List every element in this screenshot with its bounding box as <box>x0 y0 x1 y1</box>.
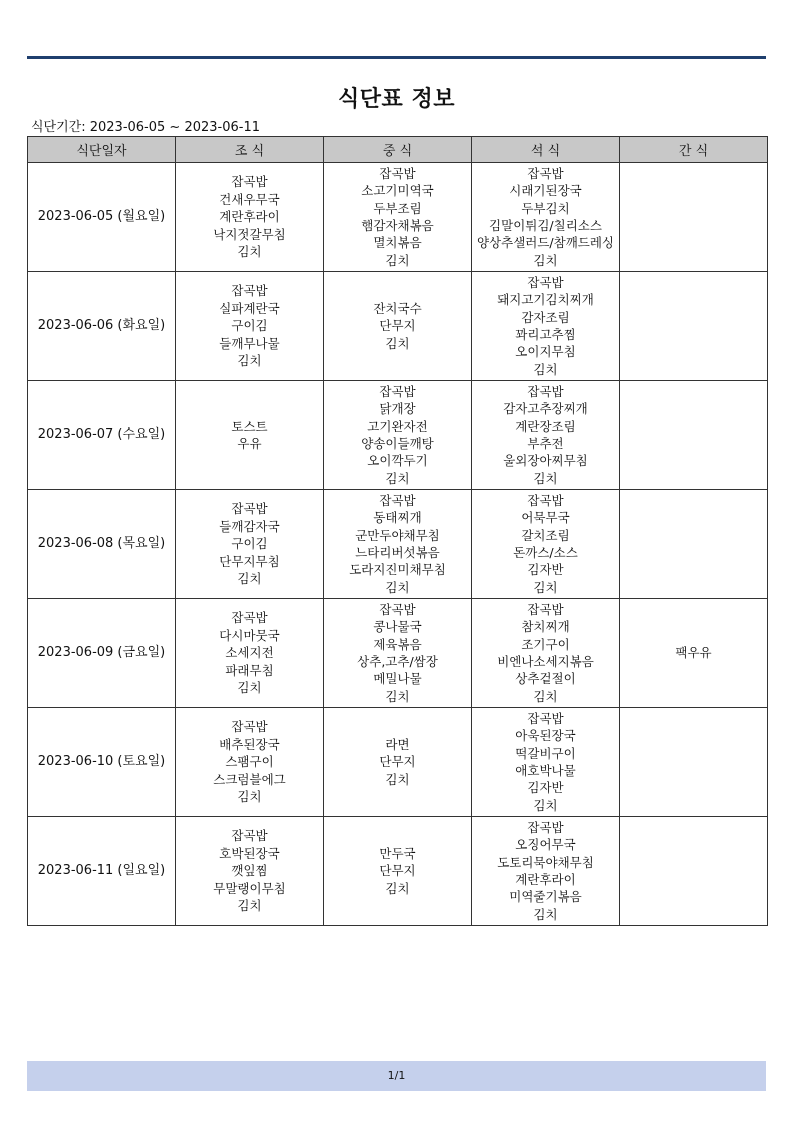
table-body <box>28 163 768 926</box>
table-row <box>28 599 768 708</box>
menu-item: 감자고추장찌개 <box>503 401 588 417</box>
menu-item: 김치 <box>533 906 558 922</box>
menu-item: 잡곡밥 <box>231 828 268 844</box>
menu-item: 잡곡밥 <box>527 383 564 399</box>
menu-item: 잡곡밥 <box>231 719 268 735</box>
menu-item: 미역줄기볶음 <box>509 889 582 905</box>
menu-item: 계란장조림 <box>515 418 576 434</box>
menu-item: 돈까스/소스 <box>513 545 578 560</box>
menu-item: 스크럼블에그 <box>213 771 286 787</box>
menu-item: 낙지젓갈무침 <box>213 226 286 242</box>
menu-item: 김치 <box>385 335 410 351</box>
menu-item: 김자반 <box>527 562 564 578</box>
table-row <box>28 381 768 490</box>
cell-date: 2023-06-06 (화요일) <box>28 272 176 381</box>
cell-lunch <box>324 272 472 381</box>
menu-item: 비엔나소세지볶음 <box>497 654 594 669</box>
cell-breakfast <box>176 708 324 817</box>
menu-item: 호박된장국 <box>219 845 280 861</box>
cell-breakfast <box>176 599 324 708</box>
cell-breakfast <box>176 817 324 926</box>
menu-item: 동태찌개 <box>373 510 422 526</box>
menu-item: 상추겉절이 <box>515 671 576 687</box>
menu-item: 소고기미역국 <box>361 183 434 199</box>
menu-item: 양송이들깨탕 <box>361 436 434 451</box>
menu-item: 콩나물국 <box>373 619 422 635</box>
cell-date: 2023-06-09 (금요일) <box>28 599 176 708</box>
cell-breakfast <box>176 381 324 490</box>
cell-snack <box>620 163 768 272</box>
menu-item: 두부조림 <box>373 200 422 216</box>
menu-item: 김치 <box>385 880 410 896</box>
menu-item: 건새우무국 <box>219 191 280 207</box>
menu-item: 애호박나물 <box>515 763 576 778</box>
menu-item: 파래무침 <box>225 662 274 678</box>
menu-item: 햄감자채볶음 <box>361 218 434 233</box>
menu-item: 김치 <box>533 579 558 595</box>
menu-item: 조기구이 <box>521 636 570 652</box>
menu-item: 갈치조림 <box>521 527 570 543</box>
menu-item: 잡곡밥 <box>231 283 268 299</box>
menu-item: 김치 <box>385 771 410 787</box>
menu-item: 멸치볶음 <box>373 235 422 251</box>
menu-item: 무말랭이무침 <box>213 880 286 896</box>
cell-lunch <box>324 708 472 817</box>
menu-item: 두부김치 <box>521 200 570 216</box>
menu-item: 들깨감자국 <box>219 518 280 534</box>
menu-item: 김치 <box>533 797 558 813</box>
menu-item: 잡곡밥 <box>379 383 416 399</box>
menu-item: 계란후라이 <box>219 209 280 225</box>
menu-item: 김자반 <box>527 780 564 796</box>
menu-item: 잡곡밥 <box>527 274 564 290</box>
page-number: 1/1 <box>387 1069 406 1082</box>
menu-item: 잡곡밥 <box>379 492 416 508</box>
table-header-row <box>28 137 768 163</box>
menu-item: 김치 <box>533 688 558 704</box>
menu-item: 구이김 <box>231 318 268 334</box>
menu-item: 김치 <box>385 688 410 704</box>
menu-item: 감자조림 <box>521 309 570 325</box>
menu-item: 울외장아찌무침 <box>503 453 588 469</box>
menu-item: 스팸구이 <box>225 754 274 770</box>
table-row <box>28 272 768 381</box>
menu-item: 부추전 <box>527 436 564 451</box>
header-lunch: 중 식 <box>324 137 472 163</box>
menu-period: 식단기간: 2023-06-05 ~ 2023-06-11 <box>31 120 261 135</box>
menu-item: 우유 <box>237 436 262 451</box>
menu-item: 깻잎찜 <box>231 863 268 879</box>
cell-dinner <box>472 490 620 599</box>
menu-item: 도라지진미채무침 <box>349 562 446 578</box>
menu-item: 참치찌개 <box>521 619 570 635</box>
menu-item: 잡곡밥 <box>527 819 564 835</box>
cell-lunch <box>324 599 472 708</box>
header-breakfast: 조 식 <box>176 137 324 163</box>
menu-item: 단무지 <box>379 754 416 770</box>
menu-item: 도토리묵야채무침 <box>497 854 594 870</box>
cell-snack <box>620 490 768 599</box>
menu-item: 닭개장 <box>379 401 416 417</box>
menu-item: 김치 <box>533 252 558 268</box>
top-rule <box>27 56 766 59</box>
menu-item: 김치 <box>533 361 558 377</box>
menu-item: 잡곡밥 <box>527 165 564 181</box>
menu-item: 아욱된장국 <box>515 728 576 744</box>
menu-item: 양상추샐러드/참깨드레싱 <box>476 235 615 251</box>
menu-item: 단무지무침 <box>219 553 280 569</box>
menu-item: 잡곡밥 <box>231 610 268 626</box>
table-row <box>28 490 768 599</box>
cell-lunch <box>324 490 472 599</box>
menu-item: 라면 <box>385 736 410 752</box>
menu-item: 만두국 <box>379 845 416 861</box>
menu-item: 잡곡밥 <box>231 174 268 190</box>
cell-dinner <box>472 272 620 381</box>
cell-lunch <box>324 817 472 926</box>
header-dinner: 석 식 <box>472 137 620 163</box>
menu-item: 잡곡밥 <box>527 710 564 726</box>
cell-date: 2023-06-05 (월요일) <box>28 163 176 272</box>
menu-item: 오징어무국 <box>515 837 576 853</box>
menu-item: 김치 <box>237 898 262 914</box>
menu-item: 잡곡밥 <box>527 492 564 508</box>
menu-item: 잡곡밥 <box>231 501 268 517</box>
menu-item: 제육볶음 <box>373 636 422 652</box>
cell-date: 2023-06-07 (수요일) <box>28 381 176 490</box>
menu-item: 계란후라이 <box>515 872 576 887</box>
cell-snack <box>620 272 768 381</box>
menu-item: 어묵무국 <box>521 510 570 526</box>
menu-item: 떡갈비구이 <box>515 745 576 761</box>
meal-table <box>27 136 768 926</box>
menu-item: 김치 <box>237 353 262 369</box>
menu-item: 김치 <box>385 252 410 268</box>
cell-date: 2023-06-08 (목요일) <box>28 490 176 599</box>
menu-item: 토스트 <box>231 418 268 434</box>
cell-breakfast <box>176 490 324 599</box>
menu-item: 오이지무침 <box>515 344 576 360</box>
menu-item: 잡곡밥 <box>379 601 416 617</box>
menu-item: 김말이튀김/칠리소스 <box>489 218 602 233</box>
cell-snack <box>620 708 768 817</box>
menu-item: 잡곡밥 <box>527 601 564 617</box>
header-snack: 간 식 <box>620 137 768 163</box>
menu-item: 단무지 <box>379 863 416 879</box>
menu-item: 구이김 <box>231 536 268 552</box>
menu-item: 잡곡밥 <box>379 165 416 181</box>
cell-lunch <box>324 381 472 490</box>
cell-snack <box>620 599 768 708</box>
menu-item: 실파계란국 <box>219 300 280 316</box>
menu-item: 고기완자전 <box>367 418 428 434</box>
cell-dinner <box>472 708 620 817</box>
menu-item: 꽈리고추찜 <box>515 327 576 342</box>
menu-item: 김치 <box>385 470 410 486</box>
menu-item: 들깨무나물 <box>219 335 280 351</box>
cell-snack <box>620 817 768 926</box>
menu-item: 메밀나물 <box>373 671 422 687</box>
cell-date: 2023-06-11 (일요일) <box>28 817 176 926</box>
menu-item: 다시마뭇국 <box>219 627 280 643</box>
menu-item: 김치 <box>385 579 410 595</box>
menu-item: 팩우유 <box>675 645 712 661</box>
table-row <box>28 163 768 272</box>
cell-dinner <box>472 163 620 272</box>
menu-item: 김치 <box>237 571 262 587</box>
menu-item: 배추된장국 <box>219 736 280 752</box>
menu-item: 김치 <box>237 680 262 696</box>
cell-date: 2023-06-10 (토요일) <box>28 708 176 817</box>
menu-item: 소세지전 <box>225 645 274 661</box>
menu-item: 느타리버섯볶음 <box>355 545 440 560</box>
menu-item: 김치 <box>237 244 262 260</box>
page-title: 식단표 정보 <box>338 87 455 112</box>
menu-item: 잔치국수 <box>373 300 422 316</box>
header-date: 식단일자 <box>28 137 176 163</box>
menu-item: 김치 <box>237 789 262 805</box>
menu-item: 군만두야채무침 <box>355 527 440 543</box>
cell-lunch <box>324 163 472 272</box>
table-row <box>28 708 768 817</box>
menu-item: 상추,고추/쌈장 <box>357 654 438 669</box>
footer-bar <box>27 1061 766 1091</box>
menu-item: 김치 <box>533 470 558 486</box>
cell-dinner <box>472 817 620 926</box>
cell-breakfast <box>176 163 324 272</box>
cell-dinner <box>472 381 620 490</box>
menu-item: 단무지 <box>379 318 416 334</box>
cell-snack <box>620 381 768 490</box>
menu-item: 돼지고기김치찌개 <box>497 292 594 308</box>
cell-dinner <box>472 599 620 708</box>
menu-item: 오이깍두기 <box>367 453 428 469</box>
table-row <box>28 817 768 926</box>
menu-item: 시래기된장국 <box>509 183 582 199</box>
cell-breakfast <box>176 272 324 381</box>
